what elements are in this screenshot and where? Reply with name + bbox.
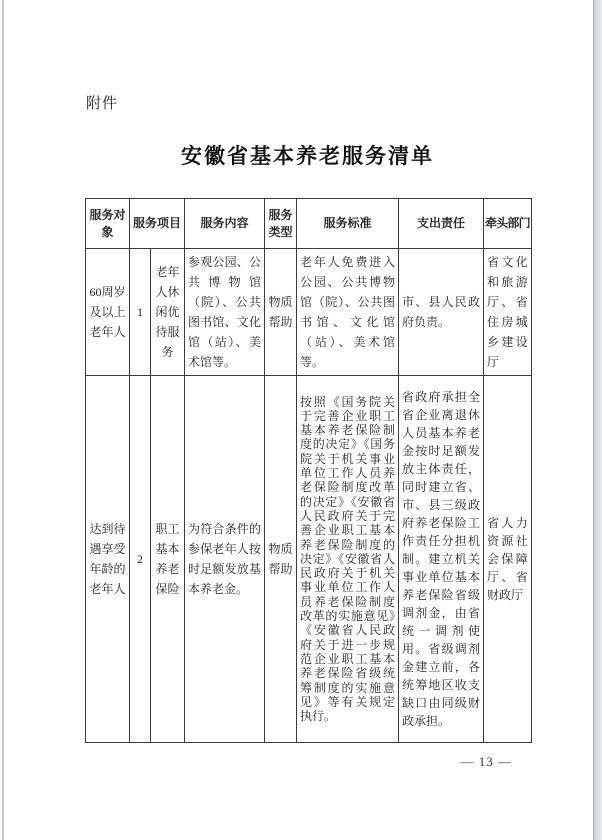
page-number: — 13 — <box>460 754 512 769</box>
row1-standard-cell: 老年人免费进入公园、公共博物馆（院）、公共图书馆、文化馆（站）、美术馆等。 <box>297 249 399 376</box>
header-expenditure-responsibility: 支出责任 <box>399 199 484 249</box>
row1-responsibility-cell: 市、县人民政府负责。 <box>399 249 484 376</box>
service-list-table <box>85 198 532 743</box>
row2-responsibility-cell: 省政府承担全省企业离退休人员基本养老金按时足额发放主体责任，同时建立省、市、县三级政府养老保险工作责任分担机制。建立机关事业单位基本养老保险省级调剂金，由省统一调剂使用。省级调剂金建立前，各统筹地区收支缺口由同级财政承担。 <box>399 376 484 743</box>
row1-item-cell: 老年人休闲优待服务 <box>151 249 185 376</box>
header-service-content: 服务内容 <box>185 199 265 249</box>
header-service-standard: 服务标准 <box>297 199 399 249</box>
table-row <box>86 249 532 376</box>
page-title: 安徽省基本养老服务清单 <box>181 144 434 168</box>
row2-content-cell: 为符合条件的参保老年人按时足额发放基本养老金。 <box>185 376 265 743</box>
row1-number-cell: 1 <box>130 249 151 376</box>
attachment-label: 附件 <box>86 96 119 112</box>
row2-type-cell: 物质帮助 <box>265 376 297 743</box>
header-service-item: 服务项目 <box>130 199 185 249</box>
scan-edge-left <box>2 0 4 840</box>
header-service-target: 服务对象 <box>86 199 130 249</box>
row1-content-cell: 参观公园、公共博物馆（院）、公共图书馆、文化馆（站）、美术馆等。 <box>185 249 265 376</box>
table-row <box>86 376 532 743</box>
row1-type-cell: 物质帮助 <box>265 249 297 376</box>
table-header-row <box>86 199 532 249</box>
row2-standard-cell: 按照《国务院关于完善企业职工基本养老保险制度的决定》《国务院关于机关事业单位工作人员养老保险制度改革的决定》《安徽省人民政府关于完善企业职工基本养老保险制度的决定》《安徽省人民政府关于机关事业单位工作人员养老保险制度改革的实施意见》《安徽省人民政府关于进一步规范企业职工基本养老保险省级统筹制度的实施意见》等有关规定执行。 <box>297 376 399 743</box>
row2-item-cell: 职工基本养老保险 <box>151 376 185 743</box>
row1-target-cell: 60周岁及以上老年人 <box>86 249 130 376</box>
row2-number-cell: 2 <box>130 376 151 743</box>
scan-edge-right <box>593 0 602 840</box>
row2-target-cell: 达到待遇享受年龄的老年人 <box>86 376 130 743</box>
row2-department-cell: 省人力资源社会保障厅、省财政厅 <box>484 376 532 743</box>
row1-department-cell: 省文化和旅游厅、省住房城乡建设厅 <box>484 249 532 376</box>
header-service-type: 服务类型 <box>265 199 297 249</box>
header-lead-department: 牵头部门 <box>484 199 532 249</box>
